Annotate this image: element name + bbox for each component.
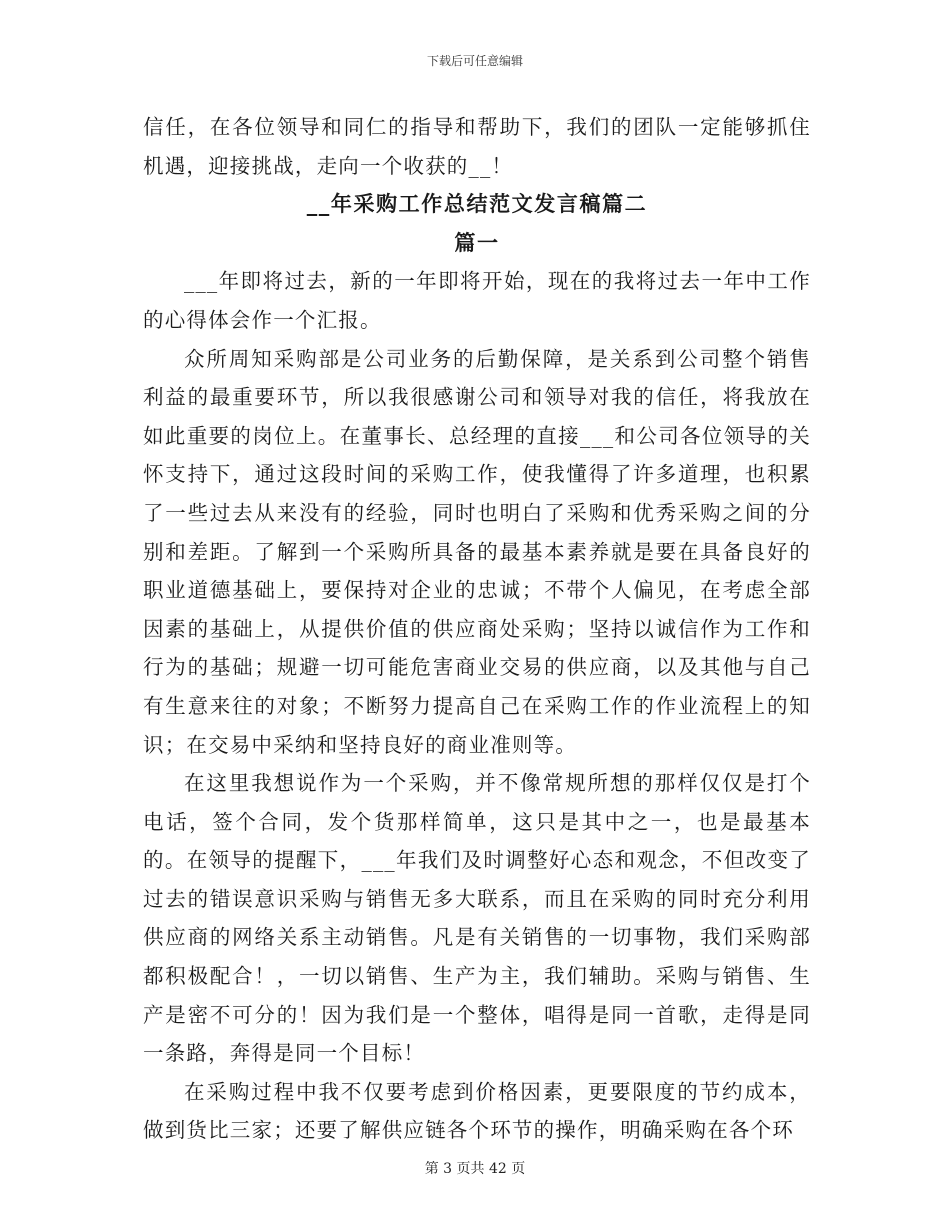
section-title: __年采购工作总结范文发言稿篇二 <box>306 191 648 217</box>
body-paragraph-2: 众所周知采购部是公司业务的后勤保障，是关系到公司整个销售利益的最重要环节，所以我很感谢公司和领导对我的信任，将我放在如此重要的岗位上。在董事长、总经理的直接___和公司各位领导的关怀支持下，通过这段时间的采购工作，使我懂得了许多道理，也积累了一些过去从来没有的经验，同时也明白了采购和优秀采购之间的分别和差距。了解到一个采购所具备的最基本素养就是要在具备良好的职业道德基础上，要保持对企业的忠诚；不带个人偏见，在考虑全部因素的基础上，从提供价值的供应商处采购；坚持以诚信作为工作和行为的基础；规避一切可能危害商业交易的供应商，以及其他与自己有生意来往的对象；不断努力提高自己在采购工作的作业流程上的知识；在交易中采纳和坚持良好的商业准则等。 <box>143 346 811 757</box>
page-header: 下载后可任意编辑 <box>426 54 523 68</box>
body-paragraph-4: 在采购过程中我不仅要考虑到价格因素，更要限度的节约成本，做到货比三家；还要了解供应链各个环节的操作，明确采购在各个环 <box>143 1079 811 1143</box>
document-body <box>143 108 811 1150</box>
lead-paragraph: 信任，在各位领导和同仁的指导和帮助下，我们的团队一定能够抓住机遇，迎接挑战，走向一个收获的__！ <box>143 115 811 178</box>
page-footer: 第 3 页共 42 页 <box>424 1161 526 1177</box>
section-subtitle: 篇一 <box>454 229 500 255</box>
body-paragraph-1: ___年即将过去，新的一年即将开始，现在的我将过去一年中工作的心得体会作一个汇报。 <box>143 269 811 332</box>
body-paragraph-3: 在这里我想说作为一个采购，并不像常规所想的那样仅仅是打个电话，签个合同，发个货那样简单，这只是其中之一，也是最基本的。在领导的提醒下，___年我们及时调整好心态和观念，不但改变了过去的错误意识采购与销售无多大联系，而且在采购的同时充分利用供应商的网络关系主动销售。凡是有关销售的一切事物，我们采购部都积极配合！，一切以销售、生产为主，我们辅助。采购与销售、生产是密不可分的！因为我们是一个整体，唱得是同一首歌，走得是同一条路，奔得是同一个目标！ <box>143 771 811 1066</box>
